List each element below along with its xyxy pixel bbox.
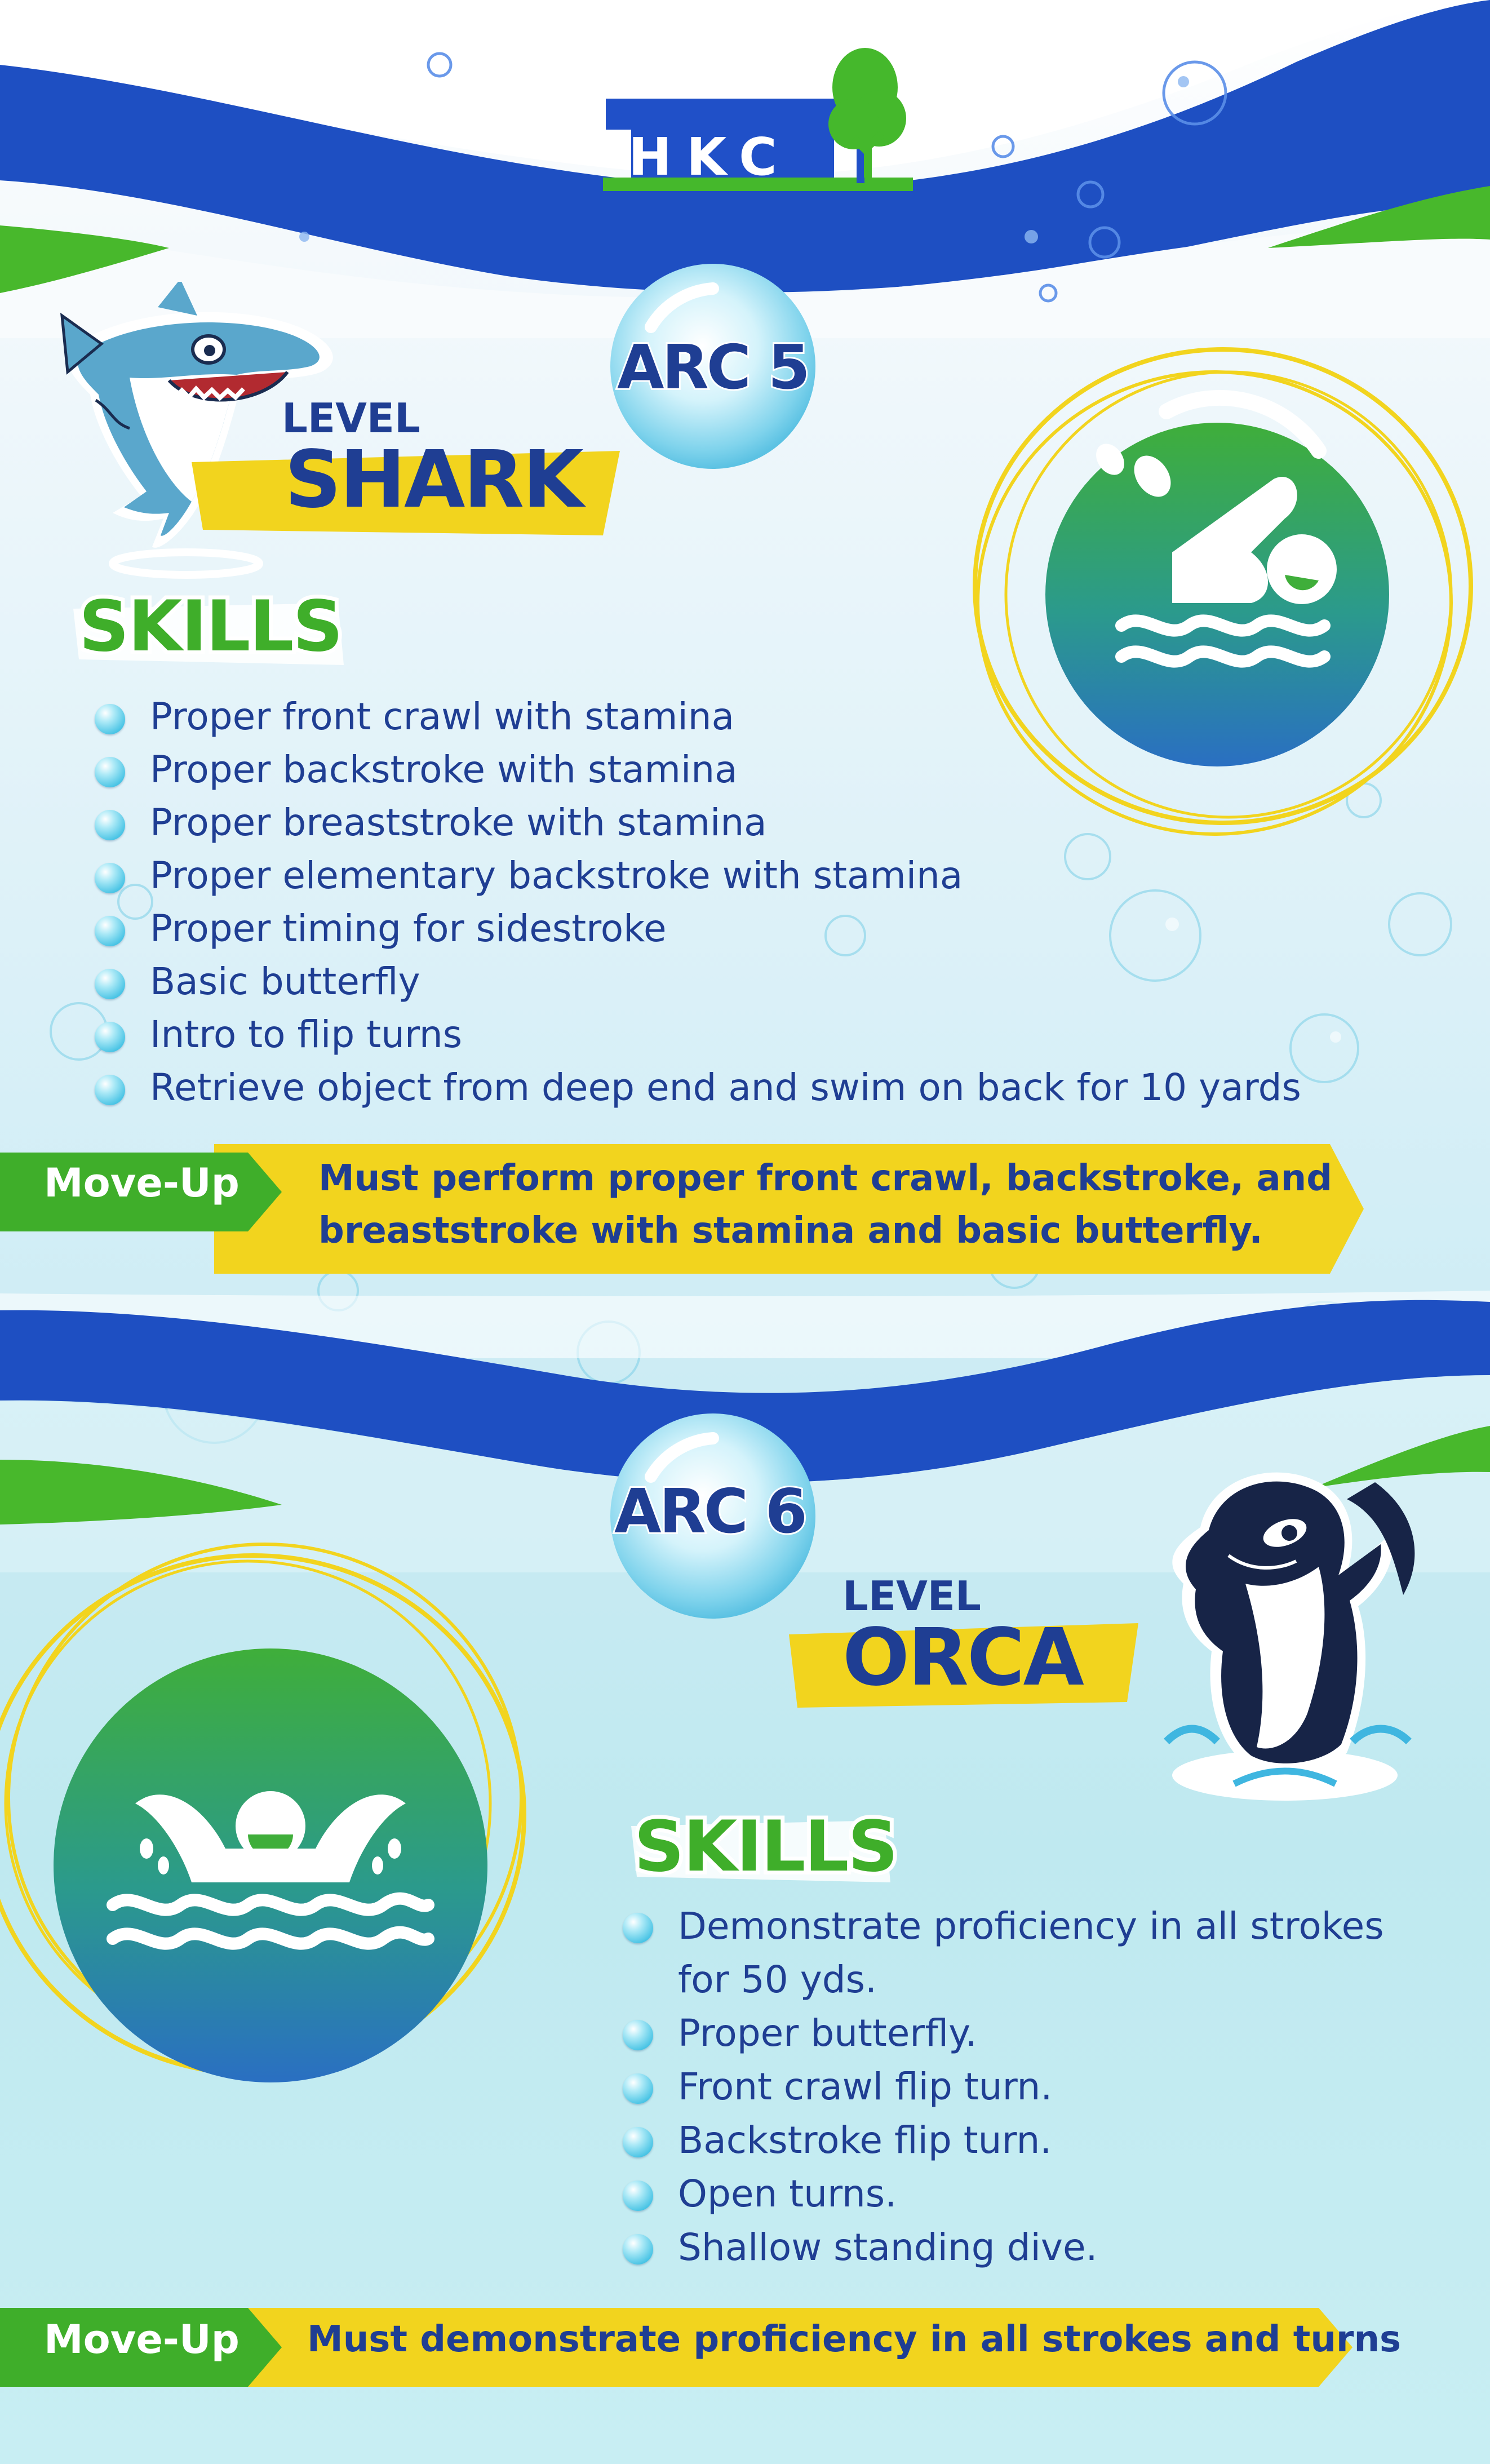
list-item: Front crawl flip turn. (623, 2060, 1384, 2113)
skills-list-arc5 (95, 690, 1301, 1114)
logo-text: HKC (628, 127, 792, 187)
arc-6-label: ARC 6 (614, 1477, 805, 1547)
skills-title-1: SKILLS (79, 586, 342, 667)
bullet-bubble-icon (623, 2073, 653, 2104)
list-item: Proper backstroke with stamina (95, 743, 1301, 796)
skills-list-arc6 (623, 1899, 1384, 2274)
move-up-label-2: Move-Up (44, 2316, 240, 2363)
list-item: Shallow standing dive. (623, 2221, 1384, 2274)
bullet-bubble-icon (623, 2127, 653, 2157)
bullet-bubble-icon (623, 1913, 653, 1943)
bullet-bubble-icon (95, 916, 125, 946)
bullet-bubble-icon (95, 810, 125, 840)
bullet-bubble-icon (623, 2234, 653, 2264)
list-item: Intro to flip turns (95, 1008, 1301, 1061)
move-up-text-1: Must perform proper front crawl, backstroke, and breaststroke with stamina and basic butterfly. (318, 1158, 1333, 1252)
list-item: Open turns. (623, 2167, 1384, 2221)
list-item: Demonstrate proficiency in all strokes (623, 1899, 1384, 1953)
move-up-label-1: Move-Up (44, 1160, 240, 1206)
list-item: Proper timing for sidestroke (95, 902, 1301, 955)
bullet-bubble-icon (623, 2020, 653, 2050)
skills-title-2: SKILLS (634, 1806, 897, 1887)
list-item: Backstroke flip turn. (623, 2113, 1384, 2167)
list-item: Proper front crawl with stamina (95, 690, 1301, 743)
bullet-bubble-icon (95, 1075, 125, 1105)
butterfly-swimmer-icon (0, 1533, 620, 2097)
bullet-bubble-icon (95, 863, 125, 893)
shark-level-name: SHARK (285, 434, 582, 526)
orca-level-name: ORCA (842, 1612, 1083, 1704)
list-item: Basic butterfly (95, 955, 1301, 1008)
bullet-bubble-icon (95, 704, 125, 734)
bullet-bubble-icon (95, 969, 125, 999)
orca-level-word: LEVEL (842, 1572, 981, 1620)
orca-mascot (1133, 1460, 1448, 1803)
list-item: for 50 yds. (678, 1958, 877, 2001)
shark-level-word: LEVEL (282, 395, 420, 442)
list-item: Proper elementary backstroke with stamina (95, 849, 1301, 902)
bullet-bubble-icon (95, 757, 125, 787)
list-item: Proper butterfly. (623, 2006, 1384, 2060)
move-up-text-2: Must demonstrate proficiency in all strokes and turns (307, 2319, 1402, 2360)
list-item: Proper breaststroke with stamina (95, 796, 1301, 849)
bullet-bubble-icon (95, 1022, 125, 1052)
bullet-bubble-icon (623, 2181, 653, 2211)
list-item: Retrieve object from deep end and swim on back for 10 yards (95, 1061, 1301, 1114)
arc-5-label: ARC 5 (617, 333, 808, 403)
